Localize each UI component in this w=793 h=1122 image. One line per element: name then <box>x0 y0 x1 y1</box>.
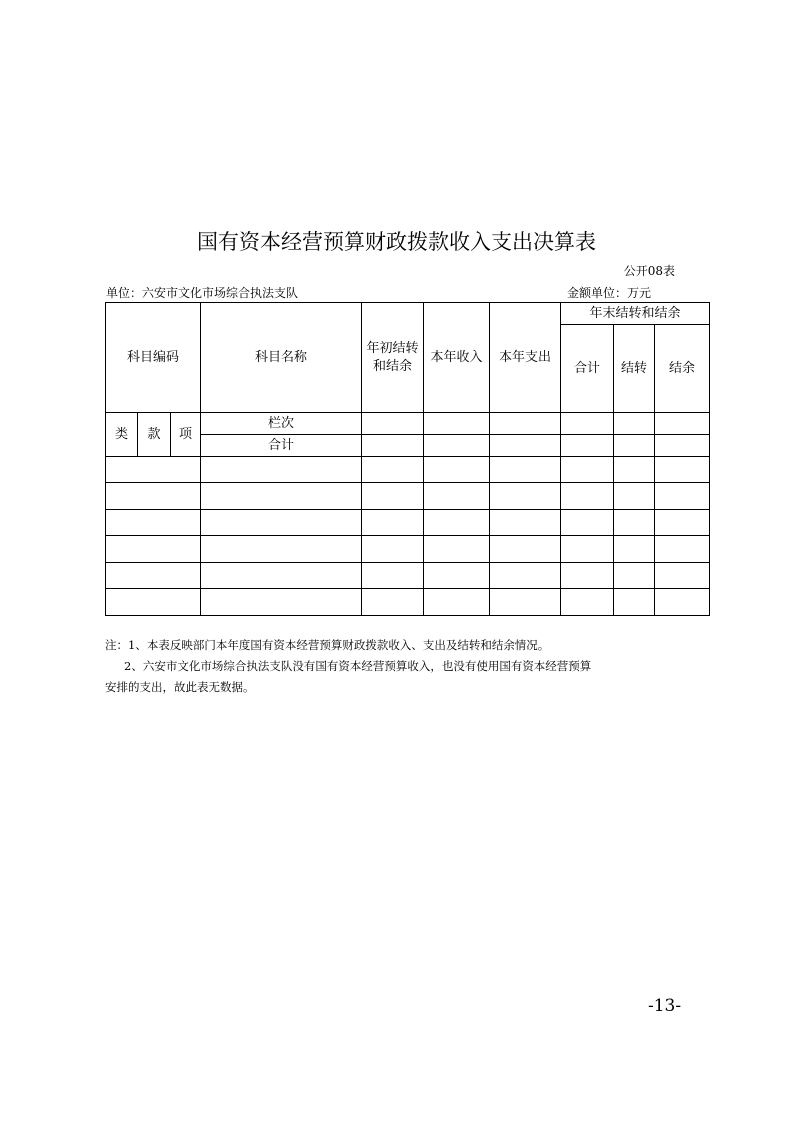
header-ending-surplus: 结余 <box>655 325 710 413</box>
table-cell <box>490 589 561 616</box>
table-cell <box>490 435 561 457</box>
table-cell <box>614 589 655 616</box>
note-1: 注：1、本表反映部门本年度国有资本经营预算财政拨款收入、支出及结转和结余情况。 <box>105 638 550 652</box>
table-cell <box>561 589 614 616</box>
table-cell <box>614 483 655 510</box>
header-subject-name: 科目名称 <box>201 303 362 413</box>
budget-table <box>105 302 710 616</box>
table-cell <box>424 510 490 536</box>
table-cell <box>490 510 561 536</box>
table-cell <box>362 510 424 536</box>
note-2-line-2: 安排的支出，故此表无数据。 <box>105 680 255 694</box>
subheader-item: 项 <box>171 413 201 457</box>
table-cell <box>561 510 614 536</box>
table-row <box>106 563 710 589</box>
table-cell <box>561 483 614 510</box>
header-subject-code: 科目编码 <box>106 303 201 413</box>
table-cell <box>424 413 490 435</box>
table-cell <box>424 536 490 563</box>
table-cell <box>614 510 655 536</box>
header-ending-group: 年末结转和结余 <box>561 303 710 325</box>
column-index-label: 栏次 <box>201 413 362 435</box>
table-cell <box>655 510 710 536</box>
table-cell <box>201 483 362 510</box>
table-cell <box>561 536 614 563</box>
table-cell <box>655 435 710 457</box>
table-cell <box>490 483 561 510</box>
table-row <box>106 510 710 536</box>
table-row <box>106 589 710 616</box>
table-cell <box>490 413 561 435</box>
table-cell <box>655 563 710 589</box>
header-opening-balance: 年初结转 和结余 <box>362 303 424 413</box>
table-cell <box>614 536 655 563</box>
page-number: -13- <box>648 996 682 1016</box>
table-cell <box>655 589 710 616</box>
table-cell <box>201 457 362 483</box>
table-cell <box>655 413 710 435</box>
header-current-expense: 本年支出 <box>490 303 561 413</box>
table-cell <box>362 563 424 589</box>
table-cell <box>424 483 490 510</box>
table-cell <box>424 563 490 589</box>
table-cell <box>201 536 362 563</box>
table-cell <box>362 483 424 510</box>
table-cell <box>424 589 490 616</box>
table-cell <box>201 563 362 589</box>
header-ending-carryover: 结转 <box>614 325 655 413</box>
table-cell <box>655 457 710 483</box>
table-cell <box>490 536 561 563</box>
table-row <box>106 536 710 563</box>
table-cell <box>362 413 424 435</box>
table-cell <box>614 435 655 457</box>
table-cell <box>561 563 614 589</box>
note-2-line-1: 2、六安市文化市场综合执法支队没有国有资本经营预算收入，也没有使用国有资本经营预算 <box>124 659 592 673</box>
table-cell <box>106 589 201 616</box>
table-cell <box>106 483 201 510</box>
unit-label: 单位：六安市文化市场综合执法支队 <box>106 286 299 300</box>
notes <box>105 635 725 698</box>
table-row <box>106 483 710 510</box>
subheader-section: 款 <box>138 413 171 457</box>
table-cell <box>655 483 710 510</box>
table-cell <box>561 435 614 457</box>
table-cell <box>106 457 201 483</box>
table-cell <box>614 457 655 483</box>
column-index-row <box>106 413 710 435</box>
table-cell <box>424 457 490 483</box>
money-unit-label: 金额单位：万元 <box>567 286 652 300</box>
table-cell <box>362 435 424 457</box>
table-cell <box>655 536 710 563</box>
total-label: 合计 <box>201 435 362 457</box>
table-cell <box>424 435 490 457</box>
table-cell <box>362 589 424 616</box>
table-cell <box>490 563 561 589</box>
table-cell <box>106 510 201 536</box>
table-cell <box>614 563 655 589</box>
header-row-1 <box>106 303 710 325</box>
table-cell <box>490 457 561 483</box>
form-code: 公开08表 <box>623 264 675 278</box>
table-cell <box>614 413 655 435</box>
table-cell <box>201 510 362 536</box>
table-cell <box>362 536 424 563</box>
subheader-category: 类 <box>106 413 138 457</box>
header-current-income: 本年收入 <box>424 303 490 413</box>
table-cell <box>561 413 614 435</box>
header-ending-total: 合计 <box>561 325 614 413</box>
table-cell <box>561 457 614 483</box>
table-cell <box>201 589 362 616</box>
page-title: 国有资本经营预算财政拨款收入支出决算表 <box>197 230 596 254</box>
table-cell <box>106 536 201 563</box>
table-cell <box>106 563 201 589</box>
table-cell <box>362 457 424 483</box>
table-row <box>106 457 710 483</box>
